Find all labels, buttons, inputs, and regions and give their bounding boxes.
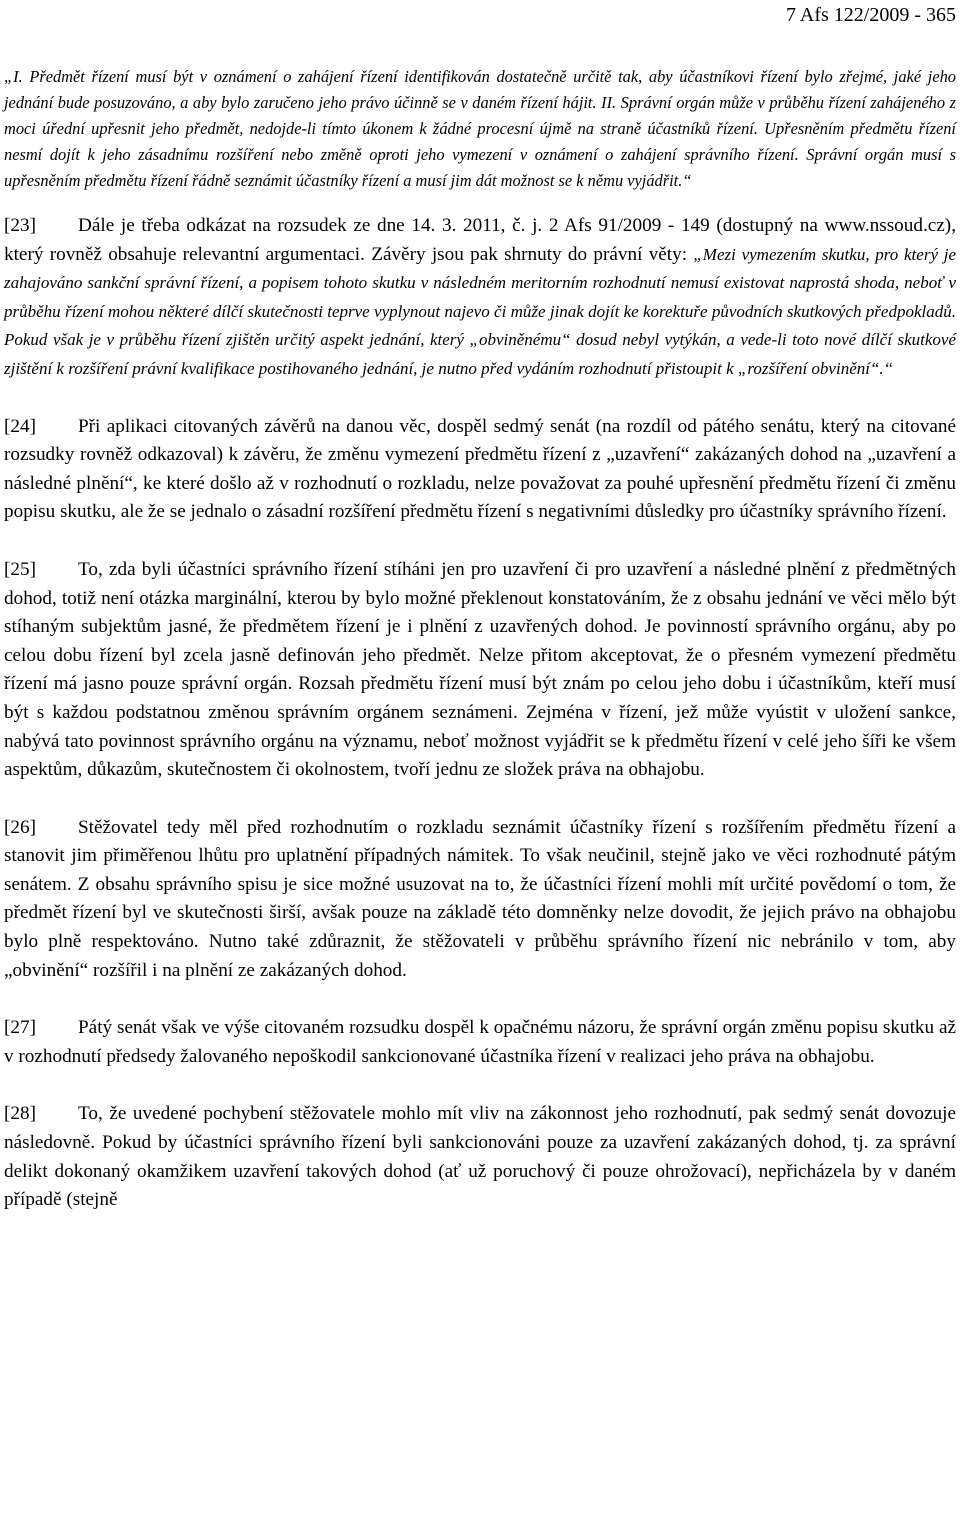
paragraph-24 — [4, 413, 956, 527]
case-reference-header: 7 Afs 122/2009 - 365 — [786, 4, 956, 26]
paragraph-text: Při aplikaci citovaných závěrů na danou věc, dospěl sedmý senát (na rozdíl od pátého senátu, který na citované rozsudky rovněž odkazoval) k závěru, že změnu vymezení předmětu řízení z „uzavření“ zakázaných dohod na „uzavření a následné plnění“, ke které došlo až v rozhodnutí o rozkladu, nelze považovat za pouhé upřesnění předmětu řízení či změnu popisu skutku, ale že se jednalo o zásadní rozšíření předmětu řízení s negativními důsledky pro účastníky správního řízení. — [4, 415, 956, 523]
paragraph-number: [28] — [4, 1103, 36, 1125]
paragraph-quote: „Mezi vymezením skutku, pro který je zahajováno sankční správní řízení, a popisem tohoto skutku v následném meritorním rozhodnutí nemusí existovat naprostá shoda, neboť v průběhu řízení mohou některé dílčí skutečnosti teprve vyplynout najevo či může jinak dojít ke korektuře původních skutkových předpokladů. Pokud však je v průběhu řízení zjištěn určitý aspekt jednání, který „obviněnému“ dosud nebyl vytýkán, a vede-li toto nové dílčí skutkové zjištění k rozšíření právní kvalifikace postihovaného jednání, je nutno před vydáním rozhodnutí přistoupit k „rozšíření obvinění“.“ — [4, 244, 956, 378]
paragraph-number: [27] — [4, 1017, 36, 1039]
paragraph-text: Pátý senát však ve výše citovaném rozsudku dospěl k opačnému názoru, že správní orgán změnu popisu skutku až v rozhodnutí předsedy žalovaného nepoškodil sankcionované účastníka řízení v realizaci jeho práva na obhajobu. — [4, 1017, 956, 1067]
paragraph-25 — [4, 556, 956, 785]
paragraph-number: [23] — [4, 215, 36, 236]
legal-headnote-quote: „I. Předmět řízení musí být v oznámení o zahájení řízení identifikován dostatečně určitě tak, aby účastníkovi řízení bylo zřejmé, jaké jeho jednání bude posuzováno, a aby bylo zaručeno jeho právo účinně se v daném řízení hájit. II. Správní orgán může v průběhu řízení zahájeného z moci úřední upřesnit jeho předmět, nedojde-li tímto úkonem k žádné procesní újmě na straně účastníků řízení. Upřesněním předmětu řízení nesmí dojít k jeho zásadnímu rozšíření nebo změně oproti jeho vymezení v oznámení o zahájení správního řízení. Správní orgán musí s upřesněním předmětu řízení řádně seznámit účastníky řízení a musí jim dát možnost se k němu vyjádřit.“ — [4, 67, 956, 190]
paragraph-26 — [4, 814, 956, 986]
paragraph-number: [24] — [4, 415, 36, 437]
paragraph-text: Stěžovatel tedy měl před rozhodnutím o rozkladu seznámit účastníky řízení s rozšířením předmětu řízení a stanovit jim přiměřenou lhůtu pro uplatnění případných námitek. To však neučinil, stejně jako ve věci rozhodnuté pátým senátem. Z obsahu správního spisu je sice možné usuzovat na to, že účastníci řízení mohli mít určité povědomí o tom, že předmět řízení byl ve skutečnosti širší, avšak pouze na základě této domněnky nelze dovodit, že jejich právo na obhajobu bylo plně respektováno. Nutno také zdůraznit, že stěžovateli v průběhu správního řízení nic nebránilo v tom, aby „obvinění“ rozšířil i na plnění ze zakázaných dohod. — [4, 816, 956, 981]
paragraph-number: [26] — [4, 816, 36, 838]
paragraph-23 — [4, 212, 956, 384]
paragraph-28 — [4, 1100, 956, 1214]
document-page — [4, 0, 956, 1215]
paragraph-text: To, zda byli účastníci správního řízení stíháni jen pro uzavření či pro uzavření a následné plnění z předmětných dohod, totiž není otázka marginální, kterou by bylo možné překlenout konstatováním, že z obsahu jednání ve věci mělo být stíhaným subjektům jasné, že předmětem řízení je i plnění z uzavřených dohod. Je povinností správního orgánu, aby po celou dobu řízení byl zcela jasně definován jeho předmět. Nelze přitom akceptovat, že o přesném vymezení předmětu řízení má jasno pouze správní orgán. Rozsah předmětu řízení musí být znám po celou jeho dobu i účastníkům, kteří musí být s každou podstatnou změnou správním orgánem seznámeni. Zejména v řízení, jež může vyústit v uložení sankce, nabývá tato povinnost správního orgánu na významu, neboť možnost vyjádřit se k předmětu řízení v celé jeho šíři ke všem aspektům, důkazům, skutečnostem či okolnostem, tvoří jednu ze složek práva na obhajobu. — [4, 558, 956, 781]
paragraph-number: [25] — [4, 558, 36, 580]
paragraph-text: To, že uvedené pochybení stěžovatele mohlo mít vliv na zákonnost jeho rozhodnutí, pak sedmý senát dovozuje následovně. Pokud by účastníci správního řízení byli sankcionováni pouze za uzavření zakázaných dohod, tj. za správní delikt dokonaný okamžikem uzavření takových dohod (ať už poruchový či pouze ohrožovací), nepřicházela by v daném případě (stejně — [4, 1103, 956, 1211]
paragraph-text: Dále je třeba odkázat na rozsudek ze dne 14. 3. 2011, č. j. 2 Afs 91/2009 - 149 (dostupný na www.nssoud.cz), který rovněž obsahuje relevantní argumentaci. Závěry jsou pak shrnuty do právní věty: — [4, 215, 956, 265]
paragraph-27 — [4, 1014, 956, 1071]
